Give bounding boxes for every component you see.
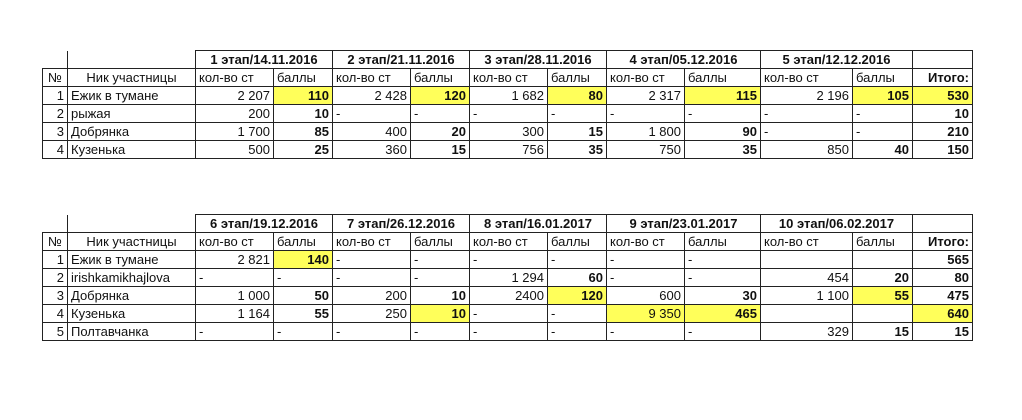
points-cell: 110	[274, 87, 333, 105]
count-cell: -	[470, 105, 548, 123]
participant-name: Добрянка	[68, 123, 196, 141]
count-cell: 200	[196, 105, 274, 123]
points-cell: 20	[853, 269, 913, 287]
count-cell: 2 207	[196, 87, 274, 105]
count-cell	[761, 251, 853, 269]
count-header: кол-во ст	[196, 233, 274, 251]
participant-name: рыжая	[68, 105, 196, 123]
total-header-spacer	[913, 215, 973, 233]
total-header-spacer	[913, 51, 973, 69]
points-cell: -	[548, 105, 607, 123]
nick-header: Ник участницы	[68, 233, 196, 251]
points-cell: 120	[548, 287, 607, 305]
points-header: баллы	[274, 233, 333, 251]
number-header: №	[43, 233, 68, 251]
points-header: баллы	[548, 233, 607, 251]
count-header: кол-во ст	[470, 69, 548, 87]
points-cell: -	[274, 323, 333, 341]
stage-header: 8 этап/16.01.2017	[470, 215, 607, 233]
points-cell: -	[548, 323, 607, 341]
points-cell: 80	[548, 87, 607, 105]
participant-name: Ежик в тумане	[68, 87, 196, 105]
points-cell: 90	[685, 123, 761, 141]
count-cell: 756	[470, 141, 548, 159]
count-cell: -	[470, 323, 548, 341]
score-table-stages-1-5	[42, 50, 973, 159]
points-cell: 105	[853, 87, 913, 105]
points-cell: -	[685, 105, 761, 123]
points-cell: -	[685, 269, 761, 287]
row-number: 1	[43, 251, 68, 269]
points-cell: -	[411, 269, 470, 287]
count-cell: 250	[333, 305, 411, 323]
count-cell: -	[196, 269, 274, 287]
stage-header: 2 этап/21.11.2016	[333, 51, 470, 69]
points-cell: -	[274, 269, 333, 287]
count-cell: 200	[333, 287, 411, 305]
row-number: 2	[43, 269, 68, 287]
count-cell: 2 196	[761, 87, 853, 105]
points-cell: -	[853, 123, 913, 141]
row-number: 2	[43, 105, 68, 123]
count-cell: 600	[607, 287, 685, 305]
count-header: кол-во ст	[333, 69, 411, 87]
count-cell: 2 821	[196, 251, 274, 269]
count-cell: -	[761, 105, 853, 123]
table-row	[43, 323, 973, 341]
points-cell: 115	[685, 87, 761, 105]
table-row	[43, 287, 973, 305]
points-cell: 15	[853, 323, 913, 341]
count-cell: -	[333, 323, 411, 341]
table-row	[43, 123, 973, 141]
table-row	[43, 105, 973, 123]
stage-header: 1 этап/14.11.2016	[196, 51, 333, 69]
points-cell: 140	[274, 251, 333, 269]
points-cell: 15	[548, 123, 607, 141]
total-header: Итого:	[913, 233, 973, 251]
column-header-row	[43, 233, 973, 251]
participant-name: Ежик в тумане	[68, 251, 196, 269]
points-cell: 10	[411, 287, 470, 305]
count-header: кол-во ст	[607, 69, 685, 87]
count-cell: 9 350	[607, 305, 685, 323]
count-cell: 2 428	[333, 87, 411, 105]
points-cell: 15	[411, 141, 470, 159]
count-cell: -	[333, 251, 411, 269]
stage-header-row	[43, 215, 973, 233]
participant-name: Полтавчанка	[68, 323, 196, 341]
count-cell: 1 164	[196, 305, 274, 323]
count-cell: -	[607, 323, 685, 341]
participant-name: Кузенька	[68, 141, 196, 159]
number-header: №	[43, 69, 68, 87]
count-cell: -	[470, 305, 548, 323]
count-cell: 1 800	[607, 123, 685, 141]
total-cell: 530	[913, 87, 973, 105]
count-cell: 1 294	[470, 269, 548, 287]
stage-header: 6 этап/19.12.2016	[196, 215, 333, 233]
count-header: кол-во ст	[333, 233, 411, 251]
count-cell: 329	[761, 323, 853, 341]
points-cell: -	[411, 105, 470, 123]
points-cell: -	[548, 305, 607, 323]
count-cell	[761, 305, 853, 323]
count-header: кол-во ст	[761, 233, 853, 251]
column-header-row	[43, 69, 973, 87]
count-cell: 1 000	[196, 287, 274, 305]
table-row	[43, 141, 973, 159]
stage-header-row	[43, 51, 973, 69]
count-cell: 2400	[470, 287, 548, 305]
points-cell: 40	[853, 141, 913, 159]
count-cell: -	[607, 105, 685, 123]
table-row	[43, 269, 973, 287]
points-cell: 55	[853, 287, 913, 305]
count-cell: -	[470, 251, 548, 269]
points-cell: -	[685, 251, 761, 269]
row-number: 3	[43, 123, 68, 141]
points-cell: 55	[274, 305, 333, 323]
count-header: кол-во ст	[196, 69, 274, 87]
blank-cell	[68, 215, 196, 233]
total-cell: 210	[913, 123, 973, 141]
points-header: баллы	[853, 69, 913, 87]
total-header: Итого:	[913, 69, 973, 87]
row-number: 4	[43, 305, 68, 323]
points-header: баллы	[274, 69, 333, 87]
count-cell: -	[333, 269, 411, 287]
points-cell: 25	[274, 141, 333, 159]
count-cell: 400	[333, 123, 411, 141]
count-cell: 300	[470, 123, 548, 141]
count-cell: 750	[607, 141, 685, 159]
points-cell	[853, 305, 913, 323]
points-header: баллы	[685, 233, 761, 251]
points-cell: 35	[548, 141, 607, 159]
count-cell: -	[761, 123, 853, 141]
total-cell: 80	[913, 269, 973, 287]
points-cell: -	[411, 323, 470, 341]
total-cell: 640	[913, 305, 973, 323]
stage-header: 5 этап/12.12.2016	[761, 51, 913, 69]
table-row	[43, 305, 973, 323]
points-cell: -	[411, 251, 470, 269]
count-header: кол-во ст	[761, 69, 853, 87]
total-cell: 565	[913, 251, 973, 269]
count-cell: -	[196, 323, 274, 341]
table-row	[43, 87, 973, 105]
row-number: 5	[43, 323, 68, 341]
count-header: кол-во ст	[470, 233, 548, 251]
blank-cell	[43, 51, 68, 69]
stage-header: 7 этап/26.12.2016	[333, 215, 470, 233]
blank-cell	[68, 51, 196, 69]
points-cell: 85	[274, 123, 333, 141]
points-header: баллы	[548, 69, 607, 87]
participant-name: irishkamikhajlova	[68, 269, 196, 287]
stage-header: 9 этап/23.01.2017	[607, 215, 761, 233]
stage-header: 3 этап/28.11.2016	[470, 51, 607, 69]
points-cell: 465	[685, 305, 761, 323]
points-cell: 30	[685, 287, 761, 305]
blank-cell	[43, 215, 68, 233]
points-cell: 50	[274, 287, 333, 305]
count-cell: -	[607, 269, 685, 287]
points-header: баллы	[411, 69, 470, 87]
row-number: 4	[43, 141, 68, 159]
count-cell: -	[607, 251, 685, 269]
participant-name: Добрянка	[68, 287, 196, 305]
count-cell: -	[333, 105, 411, 123]
points-cell: -	[548, 251, 607, 269]
points-cell: -	[853, 105, 913, 123]
points-cell: 10	[411, 305, 470, 323]
count-cell: 1 100	[761, 287, 853, 305]
points-cell: 60	[548, 269, 607, 287]
count-cell: 850	[761, 141, 853, 159]
count-cell: 2 317	[607, 87, 685, 105]
count-cell: 500	[196, 141, 274, 159]
total-cell: 150	[913, 141, 973, 159]
count-cell: 360	[333, 141, 411, 159]
stage-header: 4 этап/05.12.2016	[607, 51, 761, 69]
points-header: баллы	[685, 69, 761, 87]
score-table-stages-6-10	[42, 214, 973, 341]
points-cell: 10	[274, 105, 333, 123]
points-cell: 20	[411, 123, 470, 141]
points-cell: 35	[685, 141, 761, 159]
row-number: 1	[43, 87, 68, 105]
count-header: кол-во ст	[607, 233, 685, 251]
table-row	[43, 251, 973, 269]
row-number: 3	[43, 287, 68, 305]
count-cell: 1 700	[196, 123, 274, 141]
points-header: баллы	[411, 233, 470, 251]
participant-name: Кузенька	[68, 305, 196, 323]
points-cell: -	[685, 323, 761, 341]
total-cell: 475	[913, 287, 973, 305]
points-cell	[853, 251, 913, 269]
total-cell: 10	[913, 105, 973, 123]
points-header: баллы	[853, 233, 913, 251]
count-cell: 454	[761, 269, 853, 287]
points-cell: 120	[411, 87, 470, 105]
count-cell: 1 682	[470, 87, 548, 105]
total-cell: 15	[913, 323, 973, 341]
stage-header: 10 этап/06.02.2017	[761, 215, 913, 233]
nick-header: Ник участницы	[68, 69, 196, 87]
